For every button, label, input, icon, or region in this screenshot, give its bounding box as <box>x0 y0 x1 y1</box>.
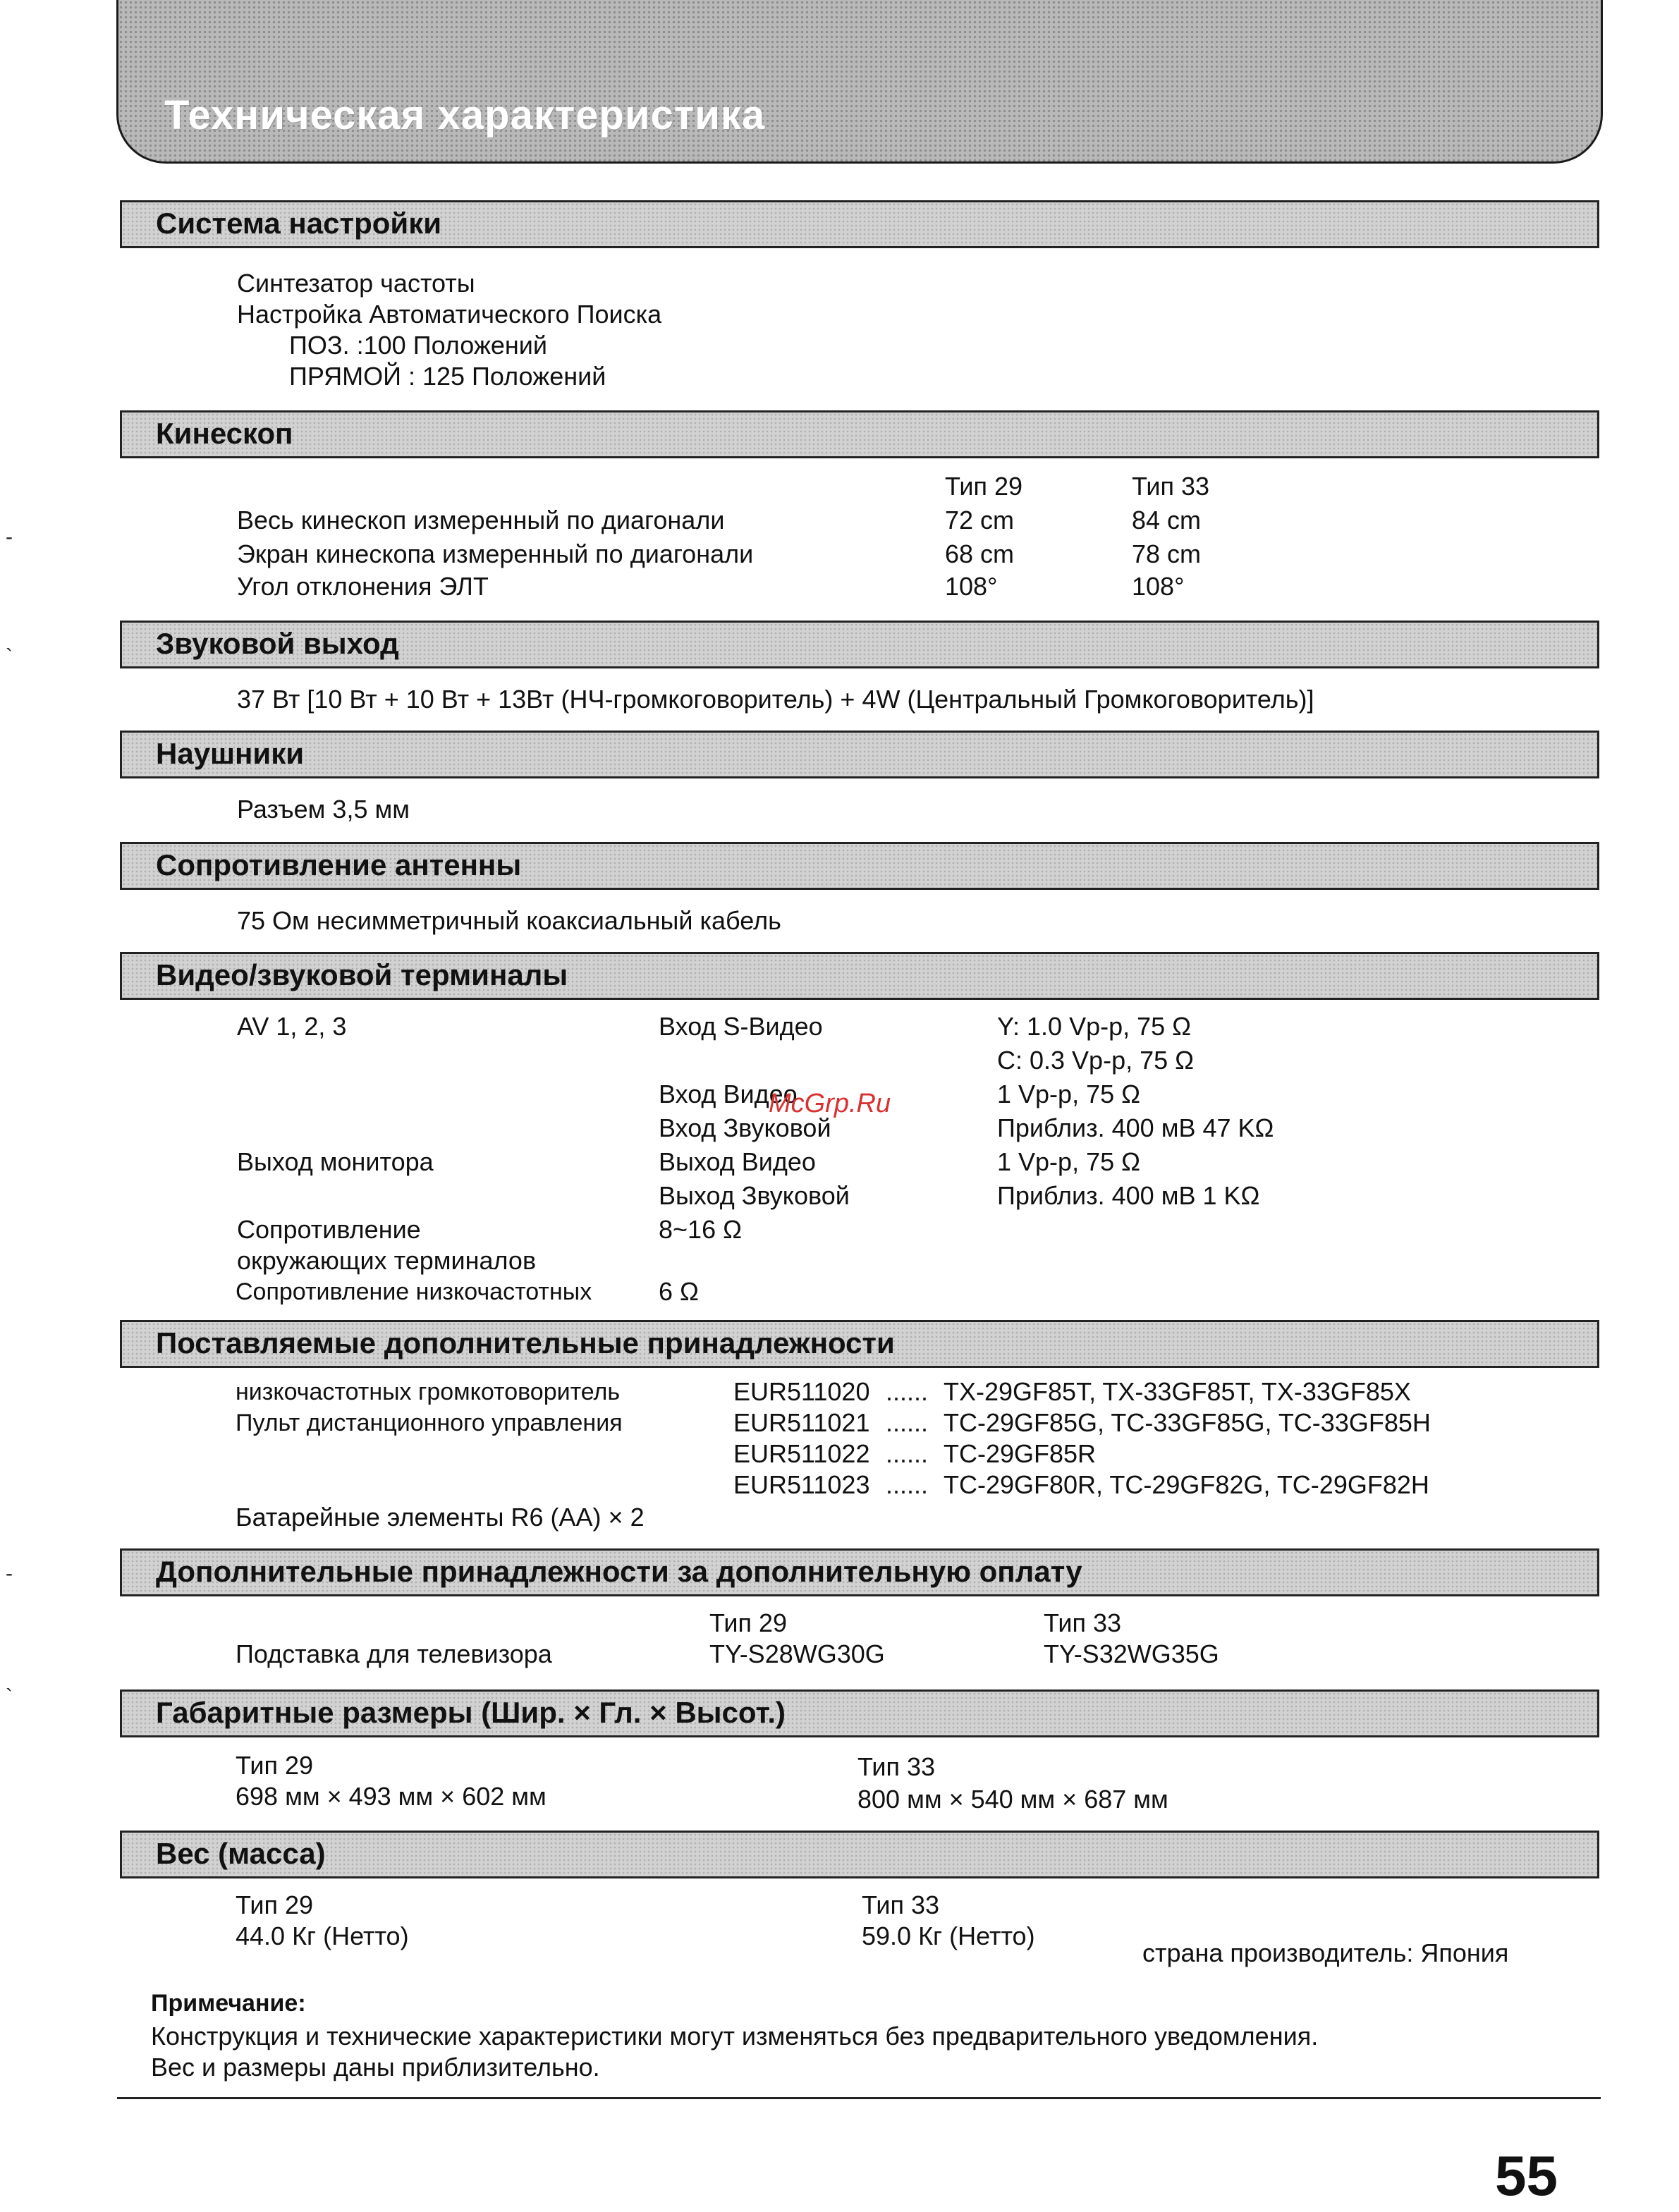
note-text: Конструкция и технические характеристики могут изменяться без предварительного уведомления. <box>151 2022 1319 2051</box>
accessory-code: EUR511022 <box>733 1439 870 1468</box>
dimensions-value: 698 мм × 493 мм × 602 мм <box>236 1782 547 1811</box>
accessory-models: TC-29GF80R, TC-29GF82G, TC-29GF82H <box>944 1470 1429 1499</box>
av-video-in-spec: 1 Vp-p, 75 Ω <box>997 1080 1141 1108</box>
audio-output-text: 37 Вт [10 Вт + 10 Вт + 13Вт (НЧ-громкоговоритель) + 4W (Центральный Громкоговоритель)] <box>237 685 1314 714</box>
antenna-text: 75 Ом несимметричный коаксиальный кабель <box>237 906 781 935</box>
origin-country: страна производитель: Япония <box>1142 1938 1509 1967</box>
note-label: Примечание: <box>151 1990 306 2017</box>
section-title: Габаритные размеры (Шир. × Гл. × Высот.) <box>156 1696 786 1729</box>
av-monitor-out: Выход монитора <box>237 1147 434 1176</box>
av-lowfreq-label: Сопротивление низкочастотных <box>236 1278 592 1305</box>
crt-row-value: 108° <box>945 572 998 601</box>
accessory-code: EUR511023 <box>733 1470 870 1499</box>
accessory-code: EUR511021 <box>733 1408 870 1437</box>
av-label: AV 1, 2, 3 <box>237 1012 347 1041</box>
note-text: Вес и размеры даны приблизительно. <box>151 2053 600 2082</box>
headphones-text: Разъем 3,5 мм <box>237 795 410 824</box>
av-surround-label: Сопротивление <box>237 1215 421 1244</box>
crt-row-value: 84 cm <box>1132 506 1202 534</box>
tuning-line: Настройка Автоматического Поиска <box>237 300 662 329</box>
margin-mark: ` <box>6 1685 13 1709</box>
av-audio-out-spec: Приблиз. 400 мВ 1 KΩ <box>997 1181 1260 1210</box>
av-audio-in: Вход Звуковой <box>659 1113 831 1142</box>
av-surround-label: окружающих терминалов <box>237 1246 537 1275</box>
accessory-code: EUR511020 <box>733 1377 870 1406</box>
section-audio-header <box>120 621 1599 668</box>
section-title: Сопротивление антенны <box>156 848 522 881</box>
accessory-item: низкочастотных громкотоворитель <box>236 1379 621 1405</box>
margin-mark: ` <box>6 645 13 668</box>
accessory-models: TX-29GF85T, TX-33GF85T, TX-33GF85X <box>944 1377 1411 1406</box>
accessory-models: TC-29GF85R <box>944 1439 1097 1468</box>
column-header-type33: Тип 33 <box>1132 472 1210 501</box>
column-header-type33: Тип 33 <box>862 1890 940 1919</box>
dimensions-value: 800 мм × 540 мм × 687 мм <box>857 1785 1168 1814</box>
av-svideo-in: Вход S-Видео <box>659 1012 823 1041</box>
crt-row-value: 68 cm <box>945 539 1015 568</box>
av-audio-out: Выход Звуковой <box>659 1181 850 1210</box>
section-av-header <box>120 952 1599 1000</box>
section-title: Вес (масса) <box>156 1837 326 1870</box>
section-title: Кинескоп <box>156 417 293 450</box>
optional-item-value: TY-S32WG35G <box>1044 1639 1219 1668</box>
margin-mark: - <box>6 525 13 549</box>
accessory-models: TC-29GF85G, TC-33GF85G, TC-33GF85H <box>944 1408 1431 1437</box>
column-header-type29: Тип 29 <box>709 1608 788 1637</box>
section-title: Видео/звуковой терминалы <box>156 958 568 991</box>
column-header-type29: Тип 29 <box>236 1751 314 1780</box>
av-video-out-spec: 1 Vp-p, 75 Ω <box>997 1147 1141 1176</box>
accessory-battery: Батарейные элементы R6 (АА) × 2 <box>236 1503 645 1532</box>
av-y-spec: Y: 1.0 Vp-p, 75 Ω <box>997 1012 1192 1041</box>
section-accessories-header <box>120 1320 1599 1368</box>
weight-value: 44.0 Кг (Нетто) <box>236 1921 409 1950</box>
tuning-line: Синтезатор частоты <box>237 269 475 298</box>
av-video-out: Выход Видео <box>659 1147 816 1176</box>
optional-item-label: Подставка для телевизора <box>236 1639 552 1668</box>
av-video-in: Вход Видео <box>659 1080 798 1108</box>
column-header-type29: Тип 29 <box>236 1890 314 1919</box>
accessory-dots: ...... <box>886 1408 929 1437</box>
footer-divider <box>117 2097 1601 2099</box>
tuning-line: ПОЗ. :100 Положений <box>289 331 548 360</box>
page-title: Техническая характеристика <box>164 92 766 138</box>
section-title: Дополнительные принадлежности за дополнительную оплату <box>156 1555 1082 1588</box>
weight-value: 59.0 Кг (Нетто) <box>862 1921 1035 1950</box>
margin-mark: - <box>6 1562 13 1585</box>
crt-row-label: Весь кинескоп измеренный по диагонали <box>237 506 725 534</box>
column-header-type33: Тип 33 <box>1044 1608 1122 1637</box>
column-header-type33: Тип 33 <box>857 1752 936 1781</box>
accessory-dots: ...... <box>886 1439 929 1468</box>
crt-row-value: 72 cm <box>945 506 1015 534</box>
section-dimensions-header <box>120 1689 1599 1737</box>
crt-row-label: Угол отклонения ЭЛТ <box>237 572 489 601</box>
av-audio-in-spec: Приблиз. 400 мВ 47 KΩ <box>997 1113 1274 1142</box>
watermark: McGrp.Ru <box>769 1089 891 1118</box>
tuning-line: ПРЯМОЙ : 125 Положений <box>289 362 606 391</box>
column-header-type29: Тип 29 <box>945 472 1023 501</box>
crt-row-value: 108° <box>1132 572 1185 601</box>
section-title: Наушники <box>156 737 305 770</box>
optional-item-value: TY-S28WG30G <box>709 1639 885 1668</box>
section-antenna-header <box>120 842 1599 890</box>
section-optional-header <box>120 1548 1599 1596</box>
header-banner <box>116 0 1603 164</box>
page-number: 55 <box>1495 2144 1558 2207</box>
av-lowfreq-value: 6 Ω <box>659 1277 699 1306</box>
section-crt-header <box>120 410 1599 458</box>
section-title: Поставляемые дополнительные принадлежности <box>156 1326 895 1359</box>
accessory-dots: ...... <box>886 1470 929 1499</box>
section-title: Система настройки <box>156 207 442 240</box>
av-surround-value: 8~16 Ω <box>659 1215 743 1244</box>
section-tuning-header <box>120 200 1599 248</box>
accessory-item: Пульт дистанционного управления <box>236 1410 623 1436</box>
section-weight-header <box>120 1831 1599 1878</box>
crt-row-value: 78 cm <box>1132 539 1202 568</box>
section-headphones-header <box>120 731 1599 778</box>
section-title: Звуковой выход <box>156 627 399 660</box>
accessory-dots: ...... <box>886 1377 929 1406</box>
av-c-spec: C: 0.3 Vp-p, 75 Ω <box>997 1046 1195 1075</box>
crt-row-label: Экран кинескопа измеренный по диагонали <box>237 539 754 568</box>
